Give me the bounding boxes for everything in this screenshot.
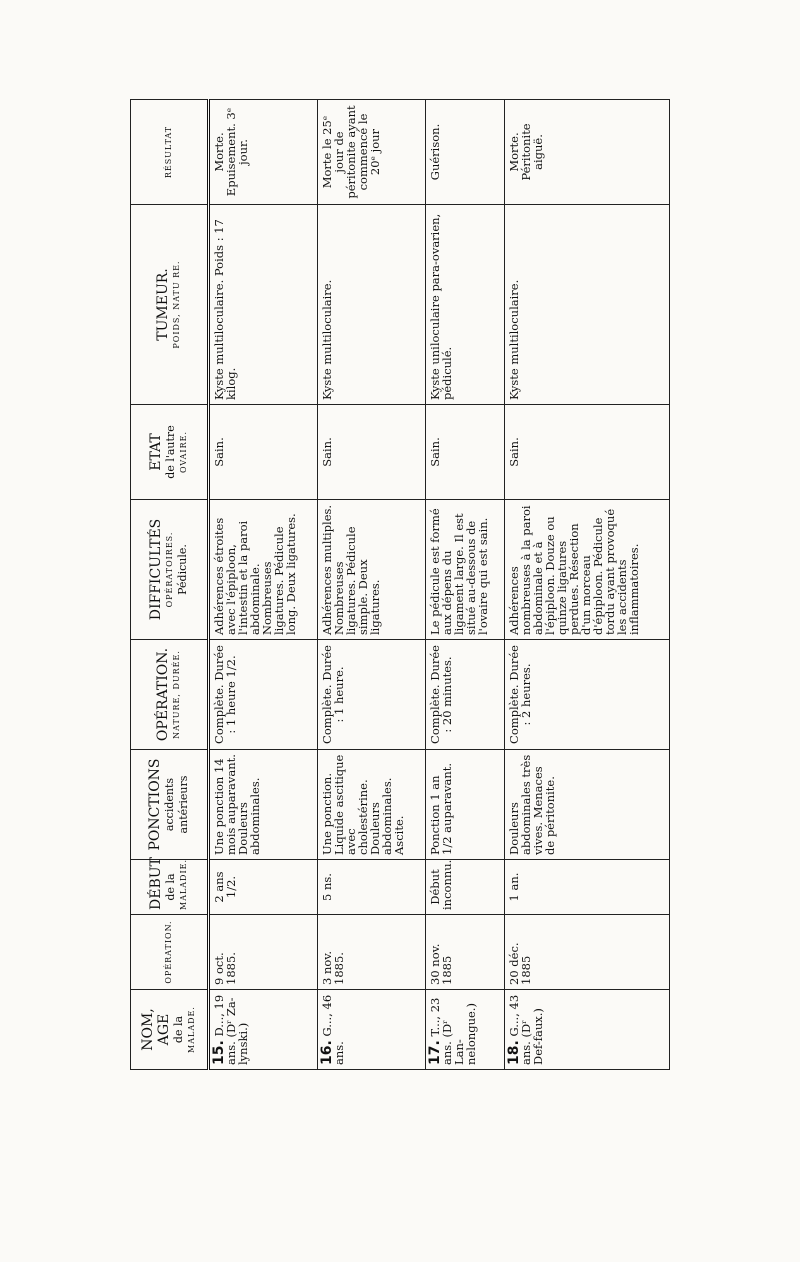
header-debut-title: DÉBUT [148,857,164,910]
patient-name: D..., 19 ans. (Dʳ Za-lynski.) [212,994,250,1065]
cell-date: 20 déc. 1885 [505,915,670,990]
header-operation [131,640,209,750]
cell-tumeur: Kyste multiloculaire. [318,205,426,405]
cell-date: 9 oct. 1885. [209,915,318,990]
header-difficultes [131,500,209,640]
header-etat-sc: OVAIRE. [179,431,188,473]
cell-operation: Complète. Durée : 20 minutes. [425,640,504,750]
cell-debut: 2 ans 1/2. [209,860,318,915]
cell-operation: Complète. Durée : 1 heure 1/2. [209,640,318,750]
cell-nom [209,990,318,1070]
cell-etat: Sain. [209,405,318,500]
cell-operation: Complète. Durée : 1 heure. [318,640,426,750]
case-number: 17. [426,1040,443,1065]
cell-debut: 5 ns. [318,860,426,915]
header-difficultes-title: DIFFICULTÉS [148,518,164,621]
cell-difficultes: Adhérences étroites avec l'épiploon, l'intestin et la paroi abdominale. Nombreuses ligatures. Pédicule long. Deux ligatures. [209,500,318,640]
cell-ponctions: Douleurs abdominales très vives. Menaces de péritonite. [505,750,670,860]
cell-ponctions: Une ponction 14 mois auparavant. Douleurs abdominales. [209,750,318,860]
cell-difficultes: Le pédicule est formé aux dépens du ligament large. Il est situé au-dessous de l'ovaire qui est sain. [425,500,504,640]
cell-resultat: Guérison. [425,100,504,205]
cell-tumeur: Kyste multiloculaire. [505,205,670,405]
patient-name: T..., 23 ans. (Dʳ Lan-nelongue.) [427,997,478,1065]
cell-debut: Début inconnu. [425,860,504,915]
header-tumeur [131,205,209,405]
cell-resultat: Morte le 25ᵉ jour de péritonite ayant commencé le 20ᵉ jour [318,100,426,205]
cell-resultat: Morte. Péritonite aiguë. [505,100,670,205]
cell-nom [318,990,426,1070]
table-row-15 [209,100,318,1070]
header-nom [131,990,209,1070]
header-date-title: OPÉRATION. [164,920,173,984]
cell-etat: Sain. [425,405,504,500]
header-ponctions [131,750,209,860]
header-debut [131,857,209,915]
header-nom-sc: MALADE. [187,1006,196,1053]
table-row-16 [318,100,426,1070]
table-row-18 [505,100,670,1070]
header-date [131,915,209,990]
cell-operation: Complète. Durée : 2 heures. [505,640,670,750]
patient-name: G..., 43 ans. (Dʳ Def-faux.) [507,994,546,1065]
rotated-table-page [130,100,670,1070]
cell-nom [425,990,504,1070]
cell-ponctions: Une ponction. Liquide ascitique avec cholestérine. Douleurs abdominales. Ascite. [318,750,426,860]
header-etat-sub: de l'autre [164,425,177,479]
cell-nom [505,990,670,1070]
header-row [131,100,209,1070]
cell-tumeur: Kyste multiloculaire. Poids : 17 kilog. [209,205,318,405]
cell-tumeur: Kyste uniloculaire para-ovarien, pédiculé. [425,205,504,405]
cell-debut: 1 an. [505,860,670,915]
header-operation-sc: NATURE, DURÉE. [172,650,181,739]
cell-etat: Sain. [505,405,670,500]
header-ponctions-sub: accidents antérieurs [163,775,190,834]
header-ponctions-title: PONCTIONS [147,758,163,851]
table-row-17 [425,100,504,1070]
cell-resultat: Morte. Epuisement. 3ᵉ jour. [209,100,318,205]
case-number: 18. [506,1040,523,1065]
header-nom-title: NOM, AGE [140,1008,172,1051]
cell-difficultes: Adhérences multiples. Nombreuses ligatures. Pédicule simple. Deux ligatures. [318,500,426,640]
patient-name: G..., 46 ans. [320,994,347,1065]
cell-difficultes: Adhérences nombreuses à la paroi abdominale et à l'épiploon. Douze ou quinze ligatures perdues. Résection d'un morceau d'épiploon. Pédicule tordu ayant provoqué les accidents inflammatoires. [505,500,670,640]
header-nom-sub: de la [172,1015,185,1044]
ovariotomy-table [130,99,670,1070]
cell-ponctions: Ponction 1 an 1/2 auparavant. [425,750,504,860]
header-debut-sc: MALADIE. [179,858,188,910]
header-difficultes-sub: Pédicule. [176,544,189,595]
case-number: 15. [211,1040,227,1065]
header-debut-sub: de la [164,873,177,901]
cell-date: 3 nov. 1885. [318,915,426,990]
header-operation-title: OPÉRATION. [155,647,171,742]
cell-etat: Sain. [318,405,426,500]
header-etat-title: ETAT [148,433,164,471]
header-resultat [131,100,209,205]
header-tumeur-title: TUMEUR. [155,268,171,341]
case-number: 16. [319,1040,336,1065]
header-tumeur-sc: POIDS, NATU RE. [172,260,181,349]
header-etat [131,405,209,500]
cell-date: 30 nov. 1885 [425,915,504,990]
header-resultat-title: RÉSULTAT [164,125,173,179]
header-difficultes-sc: OPÉRATOIRES. [165,531,174,608]
